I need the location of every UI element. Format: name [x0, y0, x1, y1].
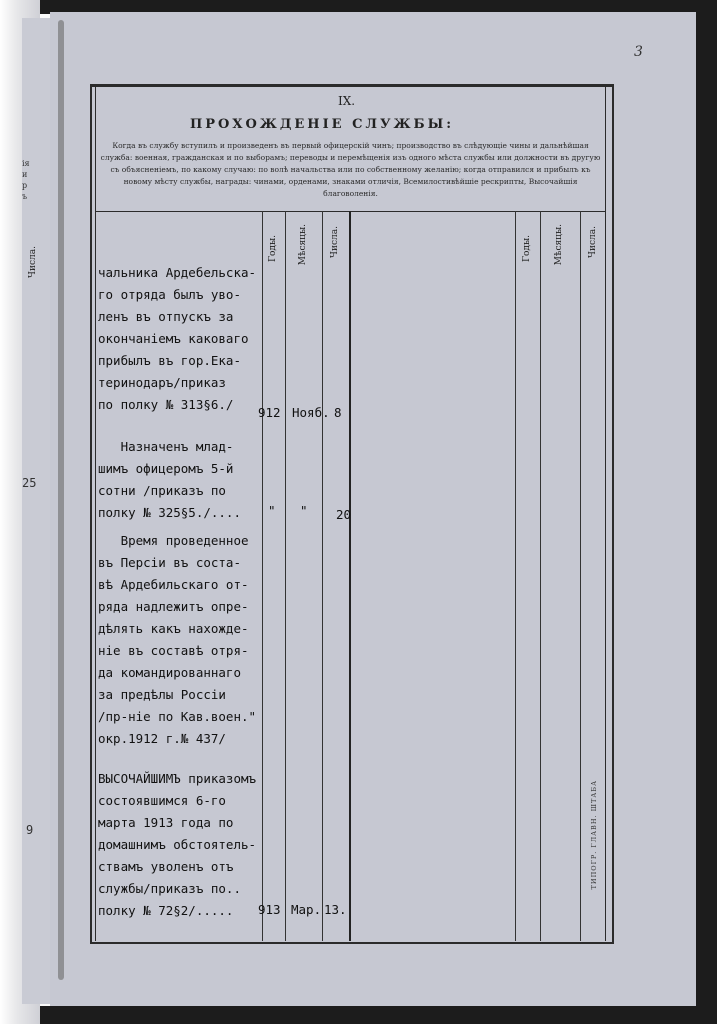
previous-page-number-b: 9	[26, 823, 34, 837]
service-entry-day: 8	[334, 405, 342, 420]
service-entry-text: чальника Ардебельскa- го отряда былъ уво- ленъ въ отпускъ за окончаніемъ каковаго прибылъ въ гор.Ека- теринодаръ/приказ по полку № 313§6./	[98, 265, 257, 412]
column-header-years-right: Годы.	[522, 235, 532, 262]
scan-border-bottom	[40, 1006, 717, 1024]
scan-border-right	[694, 0, 717, 1024]
service-entry-text: Назначенъ млад- шимъ офицеромъ 5-й сотни /приказъ по полку № 325§5./....	[98, 439, 241, 520]
column-divider-right-3	[580, 211, 581, 941]
previous-page-fragment: ія и р ъ	[22, 159, 30, 201]
column-header-days-right: Числа.	[588, 226, 598, 258]
service-entry-text: Время проведенное въ Персіи въ соста- вѣ Ардебильскаго от- ряда надлежитъ опре- дѣлять какъ нахожде- ніе въ составѣ отря- да командированнаго за предѣлы Россіи /пр-ніе по Кав.воен." окр.1912 г.№ 437/	[98, 533, 257, 746]
section-number: IX.	[338, 94, 356, 108]
frame-inner-right-line	[605, 84, 606, 941]
section-title: ПРОХОЖДЕНІЕ СЛУЖБЫ:	[190, 117, 455, 132]
page-binding	[58, 20, 64, 980]
service-entry-year: 913	[258, 902, 281, 917]
previous-page-column-header: Числа.	[28, 246, 38, 278]
printer-imprint: ТИПОГР. ГЛАВН. ШТАБА	[590, 780, 598, 890]
frame-inner-left-line	[95, 84, 96, 941]
service-entry-year: "	[268, 503, 276, 518]
service-entry-day: 20	[336, 507, 352, 522]
section-description: Когда въ службу вступилъ и произведенъ въ первый офицерскій чинъ; производство въ слѣдующіе чины и дальнѣйшая служба: военная, гражданская и по выборамъ; переводы и перемѣщенія изъ одного мѣста службы или должности въ другую съ объясненіемъ, по какому случаю: по волѣ начальства или по собственному желанію; когда отправился и прибылъ къ новому мѣсту службы, награды: чинами, орденами, знаками отличія, Всемилостивѣйшіе рескрипты, Высочайшія благоволенія.	[100, 141, 601, 198]
column-divider-left-3	[322, 211, 323, 941]
service-entry-text: ВЫСОЧАЙШИМЪ приказомъ состоявшимся 6-го марта 1913 года по домашнимъ обстоятель- ствамъ уволенъ отъ службы/приказъ по.. полку № 72§2/.....	[98, 771, 257, 918]
column-divider-left-4	[349, 211, 351, 941]
column-divider-left-2	[285, 211, 286, 941]
service-entry-day: 13.	[324, 902, 347, 917]
service-entry-month: "	[300, 503, 308, 518]
header-divider	[96, 211, 606, 212]
service-entry-year: 912	[258, 405, 281, 420]
column-divider-right-2	[540, 211, 541, 941]
column-divider-right-1	[515, 211, 516, 941]
service-entry-month: Нояб.	[292, 405, 330, 420]
column-header-months-right: Мѣсяцы.	[554, 224, 564, 266]
column-header-years-left: Годы.	[268, 235, 278, 262]
column-header-days-left: Числа.	[330, 226, 340, 258]
service-entry-month: Мар.	[291, 902, 322, 917]
column-header-months-left: Мѣсяцы.	[298, 224, 308, 266]
previous-page-number-a: 25	[22, 476, 37, 490]
page-number: 3	[634, 44, 643, 60]
